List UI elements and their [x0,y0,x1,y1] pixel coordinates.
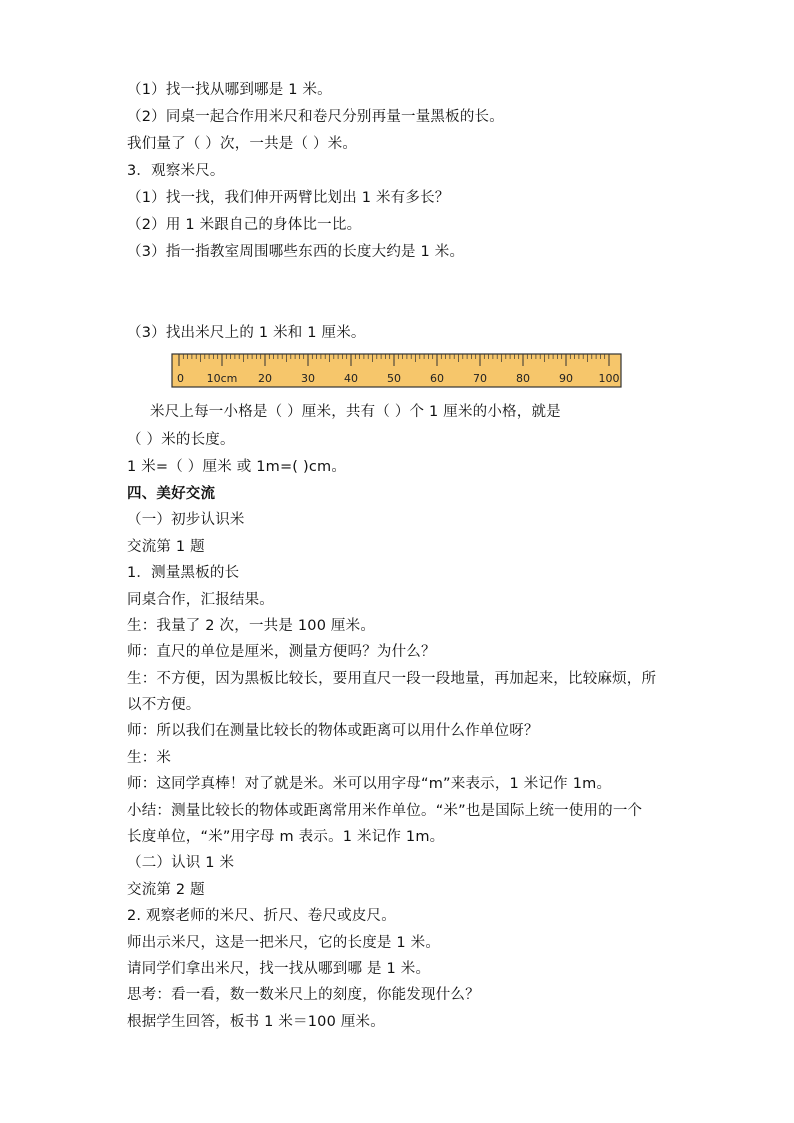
text-line: 生：我量了 2 次，一共是 100 厘米。 [127,618,376,634]
ruler-label: 100 [598,372,620,385]
subsection-heading: （一）初步认识米 [127,512,245,528]
text-line: 根据学生回答，板书 1 米＝100 厘米。 [127,1014,385,1030]
ruler-label: 10cm [206,372,238,385]
text-line: （2）用 1 米跟自己的身体比一比。 [127,217,362,233]
text-line: 师：直尺的单位是厘米，测量方便吗？为什么？ [127,644,436,660]
text-line: 1．测量黑板的长 [127,565,240,581]
text-line: （ ）米的长度。 [127,432,235,448]
ruler-label: 70 [473,372,487,385]
text-line: 长度单位，“米”用字母 m 表示。1 米记作 1m。 [127,829,445,845]
text-line: 同桌合作，汇报结果。 [127,592,274,608]
subsection-heading: （二）认识 1 米 [127,855,235,871]
text-line: 生：米 [127,750,172,766]
text-line: 生：不方便，因为黑板比较长，要用直尺一段一段地量，再加起来，比较麻烦，所 [127,671,657,687]
text-line: 小结：测量比较长的物体或距离常用米作单位。“米”也是国际上统一使用的一个 [127,803,643,819]
ruler-label: 0 [177,372,184,385]
ruler-label: 30 [301,372,315,385]
text-line: 思考：看一看，数一数米尺上的刻度，你能发现什么？ [127,987,480,1003]
text-line: 师：所以我们在测量比较长的物体或距离可以用什么作单位呀？ [127,723,539,739]
text-line: 交流第 2 题 [127,882,205,898]
ruler-label: 40 [344,372,358,385]
text-line: 师出示米尺，这是一把米尺，它的长度是 1 米。 [127,935,441,951]
text-line: 师：这同学真棒！对了就是米。米可以用字母“m”来表示，1 米记作 1m。 [127,776,612,792]
text-line: 我们量了（ ）次，一共是（ ）米。 [127,136,358,152]
ruler-label: 50 [387,372,401,385]
text-line: （3）找出米尺上的 1 米和 1 厘米。 [127,325,366,341]
text-line: 3．观察米尺。 [127,163,225,179]
text-line: 交流第 1 题 [127,539,205,555]
text-line: 2. 观察老师的米尺、折尺、卷尺或皮尺。 [127,908,396,924]
text-line: （2）同桌一起合作用米尺和卷尺分别再量一量黑板的长。 [127,109,504,125]
text-line: 以不方便。 [127,697,201,713]
text-line: （3）指一指教室周围哪些东西的长度大约是 1 米。 [127,244,465,260]
text-line: （1）找一找从哪到哪是 1 米。 [127,82,332,98]
ruler-label: 90 [559,372,573,385]
ruler-label: 60 [430,372,444,385]
section-heading: 四、美好交流 [127,486,216,502]
text-line: 1 米=（ ）厘米 或 1m=( )cm。 [127,459,347,475]
ruler-label: 20 [258,372,272,385]
meter-ruler-illustration [171,353,623,389]
text-line: 米尺上每一小格是（ ）厘米，共有（ ）个 1 厘米的小格，就是 [150,404,561,420]
text-line: 请同学们拿出米尺，找一找从哪到哪 是 1 米。 [127,961,431,977]
text-line: （1）找一找，我们伸开两臂比划出 1 米有多长？ [127,190,450,206]
ruler-label: 80 [516,372,530,385]
